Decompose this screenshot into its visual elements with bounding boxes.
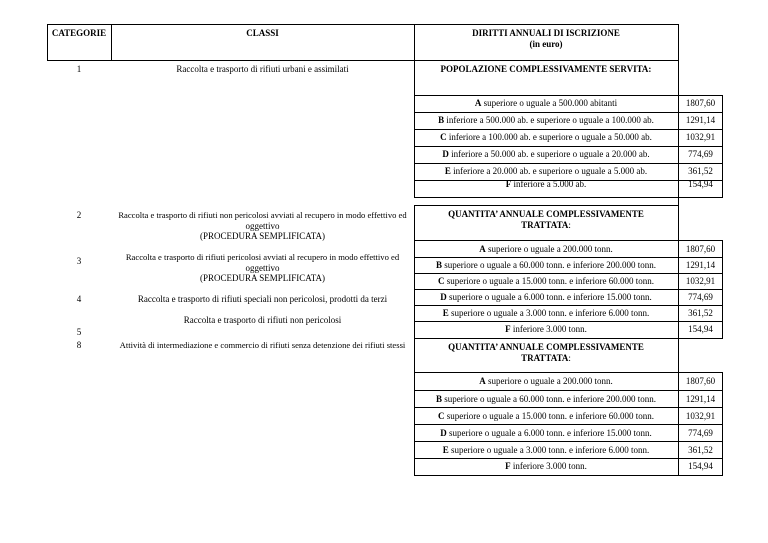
fee-amount: 361,52 bbox=[688, 445, 713, 455]
fee-row-label: A superiore o uguale a 200.000 tonn. bbox=[479, 244, 613, 254]
fee-amount: 154,94 bbox=[688, 179, 713, 189]
fee-amount: 1807,60 bbox=[685, 244, 716, 254]
class-description: Attività di intermediazione e commercio di rifiuti senza detenzione dei rifiuti stessi bbox=[119, 340, 406, 350]
fee-row-label: A superiore o uguale a 200.000 tonn. bbox=[479, 376, 613, 386]
fee-amount: 1032,91 bbox=[685, 276, 716, 286]
grid-line bbox=[414, 257, 723, 258]
fee-row-label: C superiore o uguale a 15.000 tonn. e inferiore 60.000 tonn. bbox=[438, 276, 654, 286]
fee-row-label: B inferiore a 500.000 ab. e superiore o uguale a 100.000 ab. bbox=[438, 115, 654, 125]
section-title: TRATTATA: bbox=[521, 220, 571, 230]
grid-line bbox=[414, 390, 723, 391]
fee-row-label: B superiore o uguale a 60.000 tonn. e inferiore 200.000 tonn. bbox=[436, 260, 656, 270]
grid-line bbox=[47, 24, 679, 25]
section-title: POPOLAZIONE COMPLESSIVAMENTE SERVITA: bbox=[440, 64, 652, 74]
category-number: 5 bbox=[76, 327, 82, 337]
class-description: (PROCEDURA SEMPLIFICATA) bbox=[199, 231, 326, 241]
fee-amount: 774,69 bbox=[688, 292, 713, 302]
fee-amount: 1032,91 bbox=[685, 411, 716, 421]
class-description: Raccolta e trasporto di rifiuti urbani e assimilati bbox=[176, 64, 349, 74]
grid-line bbox=[414, 205, 679, 206]
fee-amount: 361,52 bbox=[688, 166, 713, 176]
section-title: QUANTITA’ ANNUALE COMPLESSIVAMENTE bbox=[448, 209, 644, 219]
class-description: (PROCEDURA SEMPLIFICATA) bbox=[199, 273, 326, 283]
header-categorie: CATEGORIE bbox=[51, 28, 107, 38]
fee-amount: 774,69 bbox=[688, 428, 713, 438]
category-number: 1 bbox=[76, 64, 82, 74]
grid-line bbox=[414, 475, 723, 476]
fee-row-label: A superiore o uguale a 500.000 abitanti bbox=[474, 98, 618, 108]
grid-line bbox=[414, 338, 723, 339]
header-diritti-title: DIRITTI ANNUALI DI ISCRIZIONE bbox=[472, 28, 620, 38]
grid-line bbox=[47, 60, 679, 61]
class-description: Raccolta e trasporto di rifiuti pericolosi avviati al recupero in modo effettivo ed bbox=[125, 252, 400, 262]
fee-row-label: D inferiore a 50.000 ab. e superiore o uguale a 20.000 ab. bbox=[442, 149, 650, 159]
fee-amount: 1807,60 bbox=[685, 376, 716, 386]
category-number: 8 bbox=[76, 340, 82, 350]
fee-row-label: E inferiore a 20.000 ab. e superiore o uguale a 5.000 ab. bbox=[444, 166, 648, 176]
fee-row-label: F inferiore 3.000 tonn. bbox=[505, 324, 587, 334]
fee-row-label: D superiore o uguale a 6.000 tonn. e inferiore 15.000 tonn. bbox=[440, 428, 652, 438]
fee-amount: 1291,14 bbox=[685, 260, 716, 270]
fee-row-label: E superiore o uguale a 3.000 tonn. e inferiore 6.000 tonn. bbox=[442, 308, 650, 318]
fee-amount: 1032,91 bbox=[685, 132, 716, 142]
grid-line bbox=[414, 372, 723, 373]
grid-line bbox=[414, 321, 723, 322]
class-description: oggettivo bbox=[245, 221, 280, 231]
grid-line bbox=[414, 163, 723, 164]
category-number: 4 bbox=[76, 294, 82, 304]
category-number: 3 bbox=[76, 256, 82, 266]
grid-line bbox=[414, 458, 723, 459]
grid-line bbox=[414, 146, 723, 147]
fee-amount: 1807,60 bbox=[685, 98, 716, 108]
grid-line bbox=[414, 273, 723, 274]
grid-line bbox=[414, 407, 723, 408]
section-title: TRATTATA: bbox=[521, 353, 571, 363]
fee-row-label: F inferiore a 5.000 ab. bbox=[505, 179, 587, 189]
fee-amount: 774,69 bbox=[688, 149, 713, 159]
fee-row-label: F inferiore 3.000 tonn. bbox=[505, 461, 587, 471]
grid-line bbox=[414, 441, 723, 442]
grid-line bbox=[414, 424, 723, 425]
header-diritti-unit: (in euro) bbox=[529, 39, 563, 49]
grid-line bbox=[414, 95, 723, 96]
category-number: 2 bbox=[76, 210, 82, 220]
class-description: Raccolta e trasporto di rifiuti non pericolosi bbox=[183, 315, 342, 325]
fee-row-label: B superiore o uguale a 60.000 tonn. e inferiore 200.000 tonn. bbox=[436, 394, 656, 404]
fee-amount: 154,94 bbox=[688, 461, 713, 471]
header-classi: CLASSI bbox=[246, 28, 279, 38]
class-description: Raccolta e trasporto di rifiuti speciali non pericolosi, prodotti da terzi bbox=[137, 294, 388, 304]
fee-amount: 1291,14 bbox=[685, 115, 716, 125]
fee-row-label: E superiore o uguale a 3.000 tonn. e inferiore 6.000 tonn. bbox=[442, 445, 650, 455]
fee-row-label: D superiore o uguale a 6.000 tonn. e inferiore 15.000 tonn. bbox=[440, 292, 652, 302]
grid-line bbox=[414, 129, 723, 130]
section-title: QUANTITA’ ANNUALE COMPLESSIVAMENTE bbox=[448, 342, 644, 352]
fee-row-label: C superiore o uguale a 15.000 tonn. e inferiore 60.000 tonn. bbox=[438, 411, 654, 421]
grid-line bbox=[414, 305, 723, 306]
fee-row-label: C inferiore a 100.000 ab. e superiore o uguale a 50.000 ab. bbox=[440, 132, 652, 142]
class-description: Raccolta e trasporto di rifiuti non pericolosi avviati al recupero in modo effettivo ed bbox=[118, 210, 407, 220]
grid-line bbox=[414, 197, 723, 198]
class-description: oggettivo bbox=[245, 263, 280, 273]
fee-amount: 1291,14 bbox=[685, 394, 716, 404]
fee-amount: 154,94 bbox=[688, 324, 713, 334]
grid-line bbox=[414, 289, 723, 290]
grid-line bbox=[414, 240, 723, 241]
grid-line bbox=[414, 112, 723, 113]
fee-amount: 361,52 bbox=[688, 308, 713, 318]
